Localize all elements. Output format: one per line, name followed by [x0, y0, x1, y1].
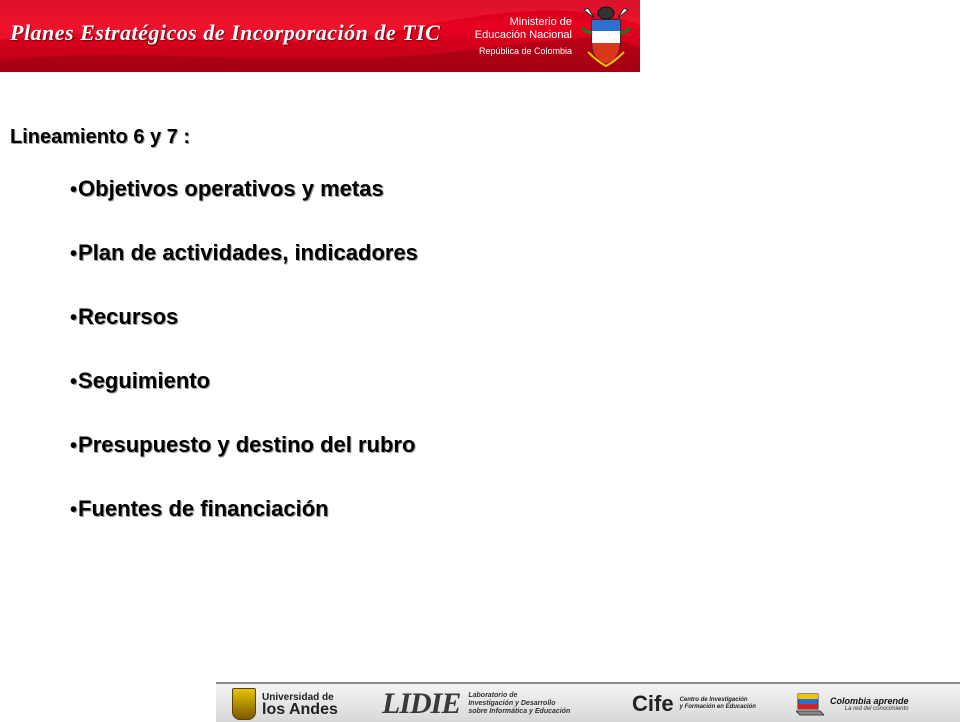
ministry-line-3: República de Colombia	[478, 46, 572, 56]
bullet-icon: •	[70, 435, 78, 457]
ministry-line-1: Ministerio de	[509, 16, 572, 28]
bullet-icon: •	[70, 499, 78, 521]
slide-heading: Lineamiento 6 y 7 :	[10, 126, 191, 148]
lidie-logo	[382, 688, 570, 720]
andes-text	[262, 692, 338, 716]
lidie-line-2: Investigación y Desarrollo	[468, 700, 556, 707]
bullet-list	[70, 176, 418, 560]
colombia-coat-of-arms-icon	[578, 4, 634, 68]
andes-line-1: Universidad de	[262, 692, 334, 703]
list-item-label: Objetivos operativos y metas	[78, 176, 384, 201]
ministry-line-2: Educación Nacional	[474, 29, 572, 41]
cife-line-2: y Formación en Educación	[679, 704, 756, 710]
list-item	[70, 304, 418, 368]
list-item	[70, 368, 418, 432]
footer-logos	[216, 682, 960, 722]
list-item-label: Seguimiento	[78, 368, 211, 393]
header-banner	[0, 0, 640, 72]
colombia-aprende-logo	[796, 688, 909, 720]
lidie-line-3: sobre Informática y Educación	[468, 708, 571, 715]
colombia-aprende-text	[830, 696, 909, 712]
cife-line-1: Centro de Investigación	[679, 697, 748, 703]
banner-title: Planes Estratégicos de Incorporación de TIC	[10, 20, 441, 45]
lidie-mark: LIDIE	[382, 687, 461, 720]
andes-shield-icon	[232, 688, 256, 720]
colombia-aprende-icon	[796, 691, 824, 717]
list-item-label: Recursos	[78, 304, 179, 329]
andes-line-2: los Andes	[262, 701, 338, 718]
list-item-label: Presupuesto y destino del rubro	[78, 432, 416, 457]
list-item	[70, 176, 418, 240]
list-item	[70, 240, 418, 304]
ca-line-2: La red del conocimiento	[844, 706, 909, 712]
ministry-label	[475, 16, 572, 58]
list-item-label: Plan de actividades, indicadores	[78, 240, 418, 265]
list-item	[70, 496, 418, 560]
cife-mark: Cife	[632, 691, 674, 716]
universidad-andes-logo	[232, 688, 338, 720]
bullet-icon: •	[70, 179, 78, 201]
bullet-icon: •	[70, 243, 78, 265]
lidie-text	[468, 692, 570, 716]
cife-logo	[632, 688, 756, 720]
ca-line-1: Colombia aprende	[830, 696, 909, 706]
cife-text	[680, 697, 756, 711]
bullet-icon: •	[70, 307, 78, 329]
bullet-icon: •	[70, 371, 78, 393]
lidie-line-1: Laboratorio de	[468, 692, 518, 699]
list-item-label: Fuentes de financiación	[78, 496, 329, 521]
list-item	[70, 432, 418, 496]
